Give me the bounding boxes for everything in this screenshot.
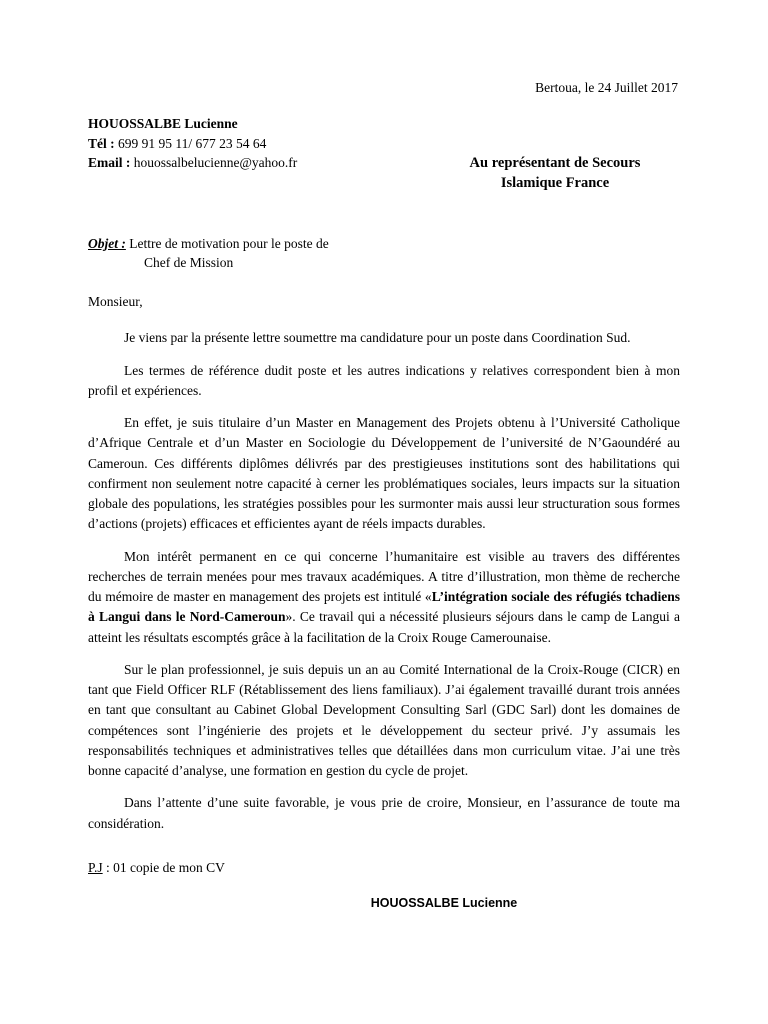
- recipient-block: [430, 154, 680, 193]
- salutation: Monsieur,: [88, 294, 143, 310]
- sender-email-value: houossalbelucienne@yahoo.fr: [133, 155, 298, 171]
- recipient-line-1: Au représentant de Secours: [469, 155, 641, 171]
- attachment-line: [88, 860, 680, 876]
- paragraph-4-part-1: Mon intérêt permanent en ce qui concerne l’humanitaire est visible au travers des différentes recherches de terrain menées pour mes travaux académiques. A titre d’illustration, mon thème de recherche du mémoire de master en management des projets est intitulé «: [88, 548, 680, 605]
- signature-name: HOUOSSALBE Lucienne: [370, 895, 518, 910]
- sender-email-label: Email :: [88, 155, 131, 171]
- sender-name: HOUOSSALBE Lucienne: [88, 116, 238, 131]
- letter-content: [88, 80, 680, 910]
- paragraph-1: Je viens par la présente lettre soumettre ma candidature pour un poste dans Coordination Sud.: [124, 330, 631, 346]
- date-line: Bertoua, le 24 Juillet 2017: [535, 80, 678, 95]
- sender-phone-label: Tél :: [88, 135, 115, 151]
- objet-line-1: Lettre de motivation pour le poste de: [129, 235, 329, 251]
- paragraph-6: Dans l’attente d’une suite favorable, je vous prie de croire, Monsieur, en l’assurance de toute ma considération.: [88, 795, 680, 831]
- paragraph-2: Les termes de référence dudit poste et les autres indications y relatives correspondent bien à mon profil et expériences.: [88, 362, 680, 398]
- attachment-text: : 01 copie de mon CV: [102, 859, 225, 875]
- paragraph-5: Sur le plan professionnel, je suis depuis un an au Comité International de la Croix-Rouge (CICR) en tant que Field Officer RLF (Rétablissement des liens familiaux). J’ai également travaillé durant trois années en tant que consultant au Cabinet Global Development Consulting Sarl (GDC Sarl) dont les domaines de compétences sont l’ingénierie des projets et le développement du secteur privé. J’y assumais les responsabilités techniques et administratives telles que détaillées dans mon curriculum vitae. J’ai une très bonne capacité d’analyse, une formation en gestion du cycle de projet.: [88, 661, 680, 779]
- attachment-label: P.J: [88, 859, 103, 875]
- objet-line-2: Chef de Mission: [144, 254, 234, 270]
- paragraph-4: [88, 547, 680, 648]
- objet-block: [88, 235, 680, 273]
- paragraph-3: En effet, je suis titulaire d’un Master en Management des Projets obtenu à l’Université Catholique d’Afrique Centrale et d’un Master en Sociologie du Développement de l’université de N’Gaoundéré au Cameroun. Ces différents diplômes délivrés par des prestigieuses institutions sont des habilitations qui confirment non seulement notre capacité à cerner les problématiques sociales, leurs impacts sur la situation globale des populations, les stratégies possibles pour les surmonter mais aussi leur structuration sous formes d’actions (projets) efficaces et efficientes ayant de réels impacts durables.: [88, 415, 680, 532]
- paragraph-4-part-2: ». Ce travail qui a nécessité plusieurs séjours dans le camp de Langui a atteint les résultats escomptés grâce à la facilitation de la Croix Rouge Camerounaise.: [88, 609, 681, 645]
- sender-phone-row: [88, 134, 680, 154]
- objet-label: Objet :: [88, 235, 126, 251]
- paragraph-4-thesis-title: L’intégration sociale des réfugiés tchadiens à Langui dans le Nord-Cameroun: [88, 589, 680, 625]
- sender-phone-value: 699 91 95 11/ 677 23 54 64: [118, 135, 267, 151]
- recipient-line-2: Islamique France: [500, 174, 610, 191]
